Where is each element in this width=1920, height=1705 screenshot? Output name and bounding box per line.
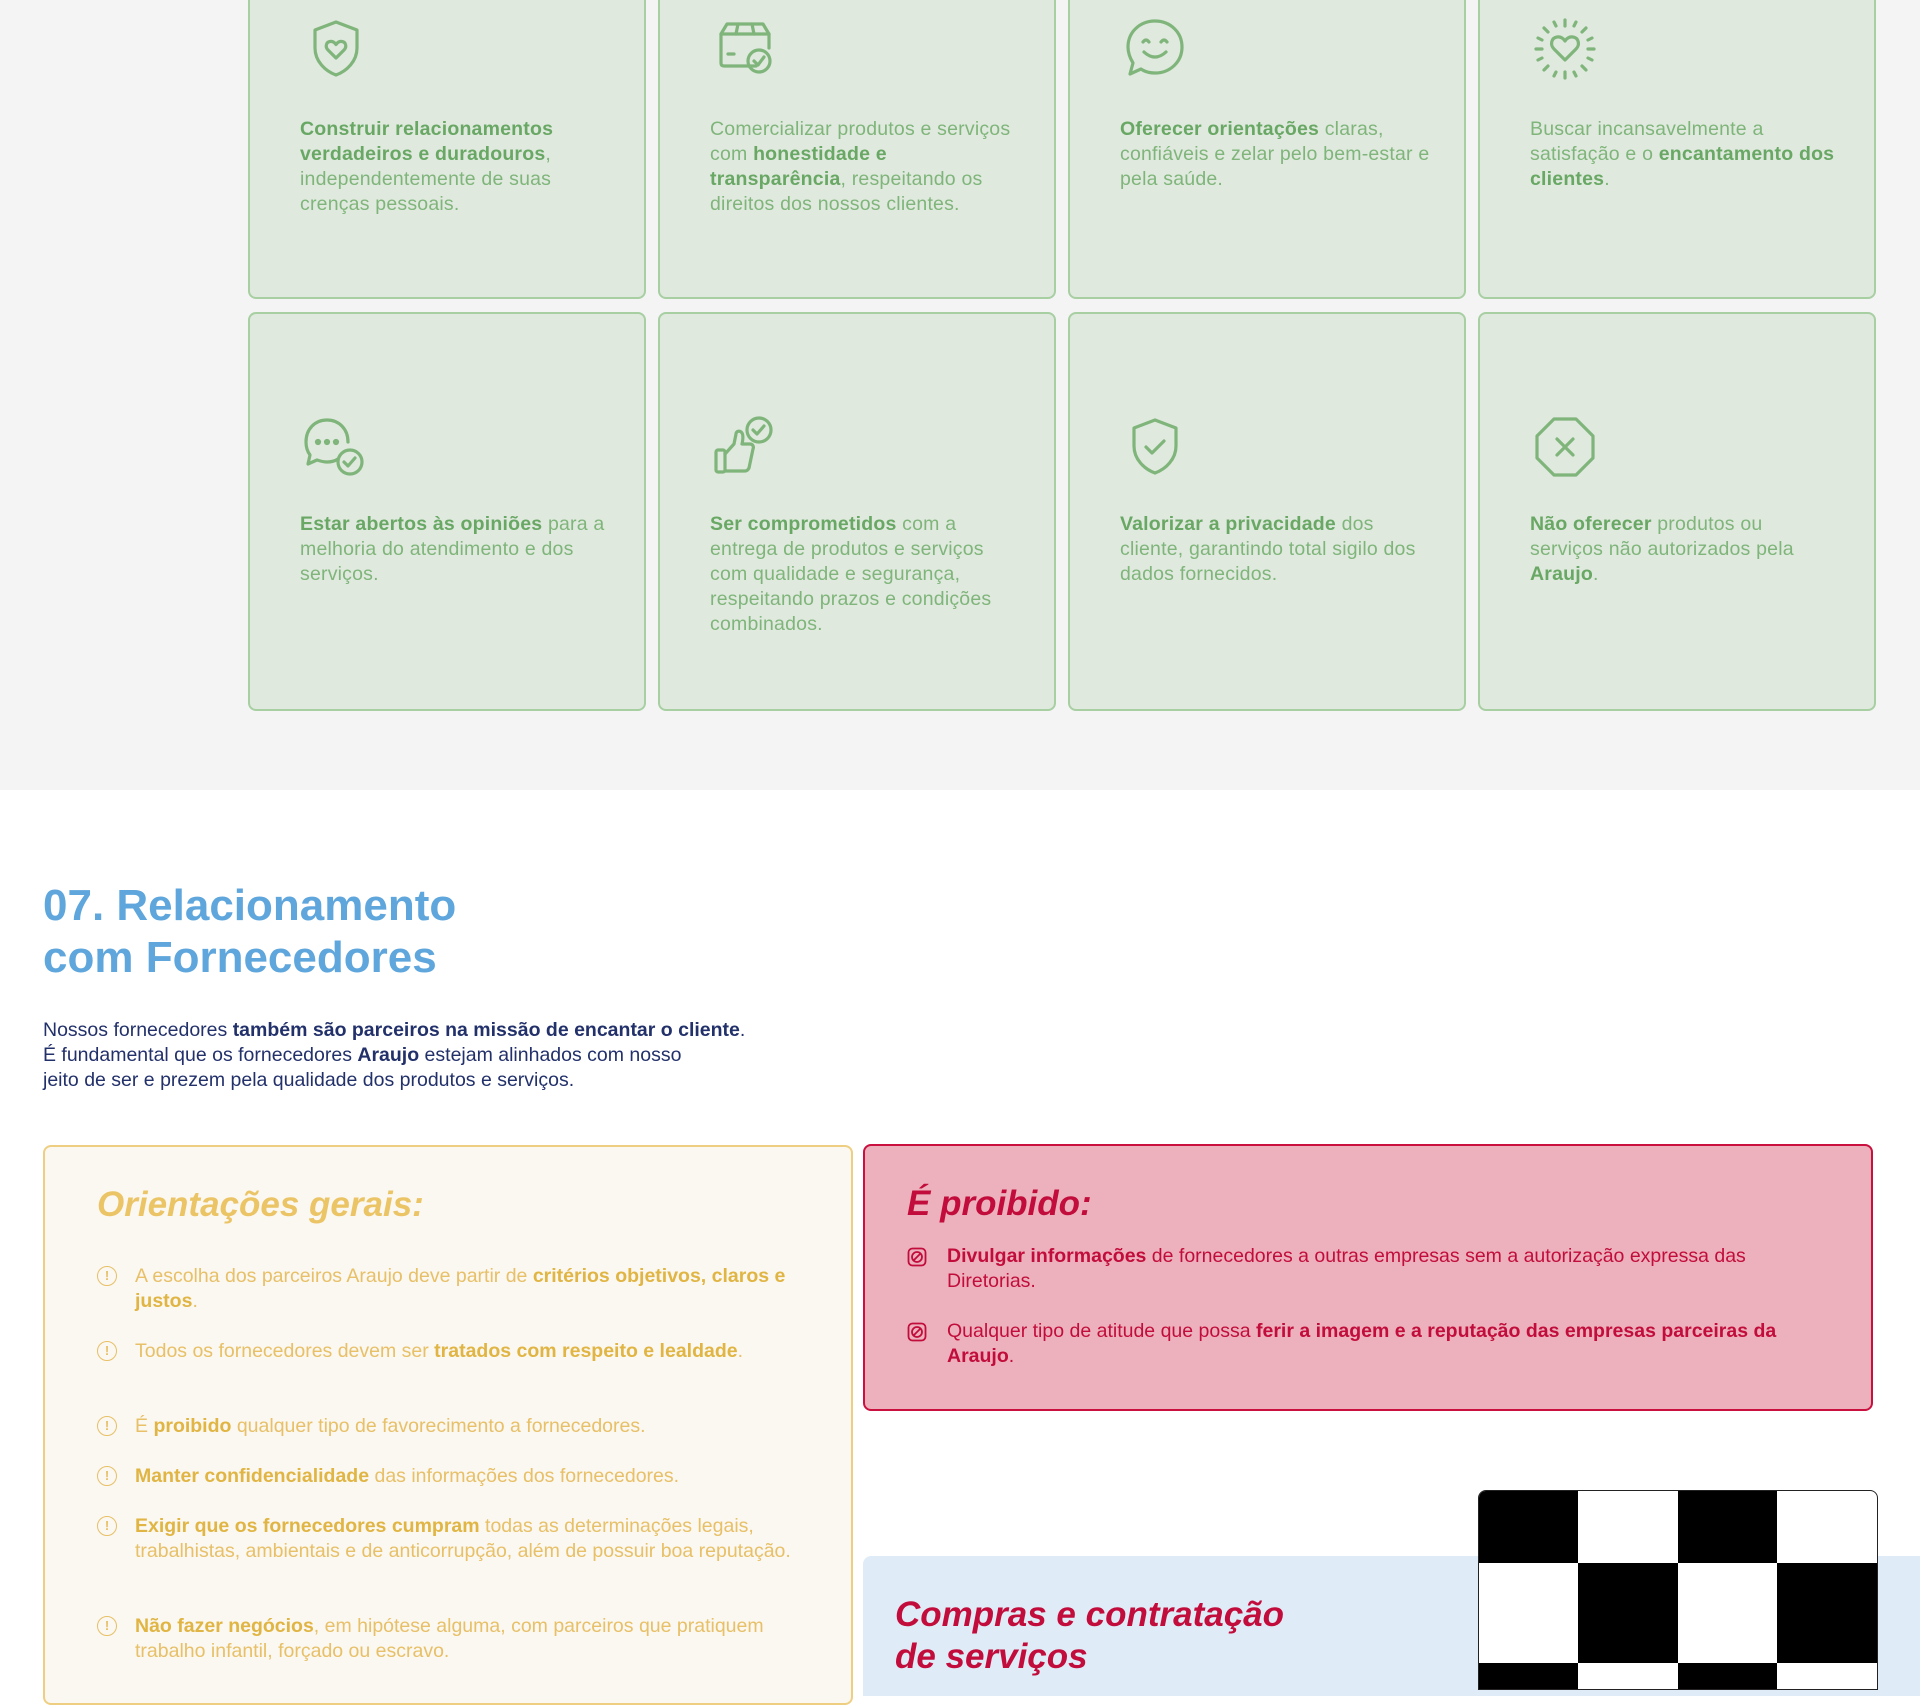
intro-segment-regular: É fundamental que os fornecedores [43, 1044, 358, 1066]
card-text-segment-regular: . [1592, 563, 1599, 585]
card-text-segment-regular: Comercializar produtos e serviços com [710, 118, 1011, 165]
shield-check-icon [1122, 414, 1188, 480]
guideline-item [97, 1464, 797, 1489]
card-text-segment-bold: honestidade e transparência [710, 143, 887, 190]
intro-segment-regular: . [739, 1019, 746, 1041]
card-text-segment-regular: com a entrega de produtos e serviços com qualidade e segurança, respeitando prazos e condições combinados. [710, 513, 992, 635]
exclamation-circle-icon: ! [97, 1466, 117, 1486]
guideline-item [97, 1339, 797, 1364]
card-text-segment-bold: Não oferecer [1530, 513, 1652, 535]
prohibited-title: É proibido: [907, 1184, 1092, 1223]
value-card-text [1120, 117, 1430, 192]
checker-square [1578, 1563, 1678, 1663]
guideline-item [97, 1514, 797, 1564]
section-title-line-1: 07. Relacionamento [43, 881, 457, 930]
value-card [248, 312, 646, 711]
card-text-segment-bold: Valorizar a privacidade [1120, 513, 1336, 535]
value-card-text [300, 512, 610, 587]
prohibited-segment-regular: de fornecedores a outras empresas sem a autorização expressa das Diretorias. [947, 1245, 1746, 1292]
prohibited-item [907, 1319, 1827, 1369]
exclamation-circle-icon: ! [97, 1341, 117, 1361]
purchasing-title [895, 1594, 1395, 1678]
guideline-segment-bold: Não fazer negócios [135, 1615, 314, 1637]
card-text-segment-bold: Construir relacionamentos verdadeiros e duradouros [300, 118, 554, 165]
guideline-item-text [135, 1340, 743, 1362]
card-text-segment-regular: Buscar incansavelmente a satisfação e o [1530, 118, 1764, 165]
guidelines-title: Orientações gerais: [97, 1185, 424, 1224]
value-card-text [1530, 512, 1840, 587]
guideline-item [97, 1264, 797, 1314]
prohibited-segment-bold: Divulgar informações [947, 1245, 1147, 1267]
value-card-text [300, 117, 610, 217]
guideline-segment-bold: proibido [153, 1415, 232, 1437]
prohibited-item-text [947, 1245, 1746, 1292]
card-text-segment-bold: encantamento dos clientes [1530, 143, 1835, 190]
prohibited-icon [907, 1322, 927, 1342]
prohibited-item [907, 1244, 1827, 1294]
card-text-segment-bold: Araujo [1530, 563, 1593, 585]
prohibited-box [863, 1144, 1873, 1411]
card-text-segment-bold: Ser comprometidos [710, 513, 897, 535]
octagon-x-icon [1532, 414, 1598, 480]
intro-segment-bold: também são parceiros na missão de encantar o cliente [232, 1019, 740, 1041]
guideline-segment-regular: todas as determinações legais, trabalhistas, ambientais e de anticorrupção, além de possuir boa reputação. [135, 1515, 791, 1562]
intro-segment-regular: jeito de ser e prezem pela qualidade dos produtos e serviços. [43, 1069, 575, 1091]
guideline-segment-regular: qualquer tipo de favorecimento a fornecedores. [231, 1415, 646, 1437]
value-card [1068, 0, 1466, 299]
guideline-segment-bold: Manter confidencialidade [135, 1465, 370, 1487]
section-title [43, 880, 456, 984]
value-card [658, 312, 1056, 711]
checker-square [1678, 1663, 1777, 1690]
value-card-text [1530, 117, 1840, 192]
value-card [1068, 312, 1466, 711]
exclamation-circle-icon: ! [97, 1266, 117, 1286]
checker-square [1479, 1663, 1578, 1690]
prohibited-segment-regular: Qualquer tipo de atitude que possa [947, 1320, 1256, 1342]
card-text-segment-regular: dos cliente, garantindo total sigilo dos dados fornecidos. [1120, 513, 1416, 585]
card-text-segment-regular: produtos ou serviços não autorizados pela [1530, 513, 1794, 560]
checkerboard-graphic [1478, 1490, 1878, 1690]
value-card [248, 0, 646, 299]
intro-segment-regular: estejam alinhados com nosso [419, 1044, 682, 1066]
card-text-segment-regular: , respeitando os direitos dos nossos clientes. [710, 168, 983, 215]
checker-square [1479, 1491, 1578, 1563]
section-intro [43, 1018, 843, 1093]
exclamation-circle-icon: ! [97, 1616, 117, 1636]
exclamation-circle-icon: ! [97, 1416, 117, 1436]
value-card-text [710, 117, 1020, 217]
prohibited-icon [907, 1247, 927, 1267]
checker-square [1777, 1563, 1877, 1663]
value-card-text [1120, 512, 1430, 587]
value-card [658, 0, 1056, 299]
guideline-segment-regular: , em hipótese alguma, com parceiros que pratiquem trabalho infantil, forçado ou escravo. [135, 1615, 764, 1662]
value-card [1478, 0, 1876, 299]
chat-check-icon [302, 414, 368, 480]
prohibited-segment-regular: . [1008, 1345, 1015, 1367]
card-text-segment-bold: Estar abertos às opiniões [300, 513, 543, 535]
guideline-item-text [135, 1615, 764, 1662]
prohibited-item-text [947, 1320, 1776, 1367]
guideline-segment-regular: A escolha dos parceiros Araujo deve partir de [135, 1265, 533, 1287]
prohibited-segment-bold: ferir a imagem e a reputação das empresas parceiras da Araujo [947, 1320, 1777, 1367]
card-text-segment-regular: claras, confiáveis e zelar pelo bem-estar e pela saúde. [1120, 118, 1430, 190]
section-title-line-2: com Fornecedores [43, 933, 437, 982]
guideline-segment-regular: . [192, 1290, 198, 1312]
guideline-segment-regular: É [135, 1415, 154, 1437]
guideline-item [97, 1414, 797, 1439]
intro-segment-regular: Nossos fornecedores [43, 1019, 233, 1041]
value-card-text [710, 512, 1020, 637]
guideline-item [97, 1614, 797, 1664]
thumbs-up-check-icon [712, 414, 778, 480]
smile-chat-icon [1122, 16, 1188, 82]
box-check-icon [712, 14, 778, 80]
shield-heart-icon [303, 16, 369, 82]
intro-segment-bold: Araujo [357, 1044, 420, 1066]
guideline-segment-regular: . [737, 1340, 744, 1362]
value-card [1478, 312, 1876, 711]
guideline-segment-bold: critérios objetivos, claros e justos [135, 1265, 786, 1312]
checker-square [1678, 1491, 1777, 1563]
guideline-item-text [135, 1465, 679, 1487]
sparkle-heart-icon [1532, 16, 1598, 82]
guideline-segment-regular: das informações dos fornecedores. [369, 1465, 680, 1487]
guideline-item-text [135, 1515, 791, 1562]
card-text-segment-regular: . [1604, 168, 1610, 190]
guideline-segment-regular: Todos os fornecedores devem ser [135, 1340, 435, 1362]
guideline-segment-bold: tratados com respeito e lealdade [434, 1340, 738, 1362]
exclamation-circle-icon: ! [97, 1516, 117, 1536]
purchasing-title-line-2: de serviços [895, 1637, 1088, 1676]
guideline-item-text [135, 1415, 646, 1437]
card-text-segment-regular: , independentemente de suas crenças pessoais. [300, 143, 552, 215]
guideline-item-text [135, 1265, 785, 1312]
card-text-segment-bold: Oferecer orientações [1120, 118, 1320, 140]
guideline-segment-bold: Exigir que os fornecedores cumpram [135, 1515, 480, 1537]
card-text-segment-regular: para a melhoria do atendimento e dos serviços. [300, 513, 605, 585]
general-guidelines-box [43, 1145, 853, 1705]
purchasing-title-line-1: Compras e contratação [895, 1595, 1285, 1634]
